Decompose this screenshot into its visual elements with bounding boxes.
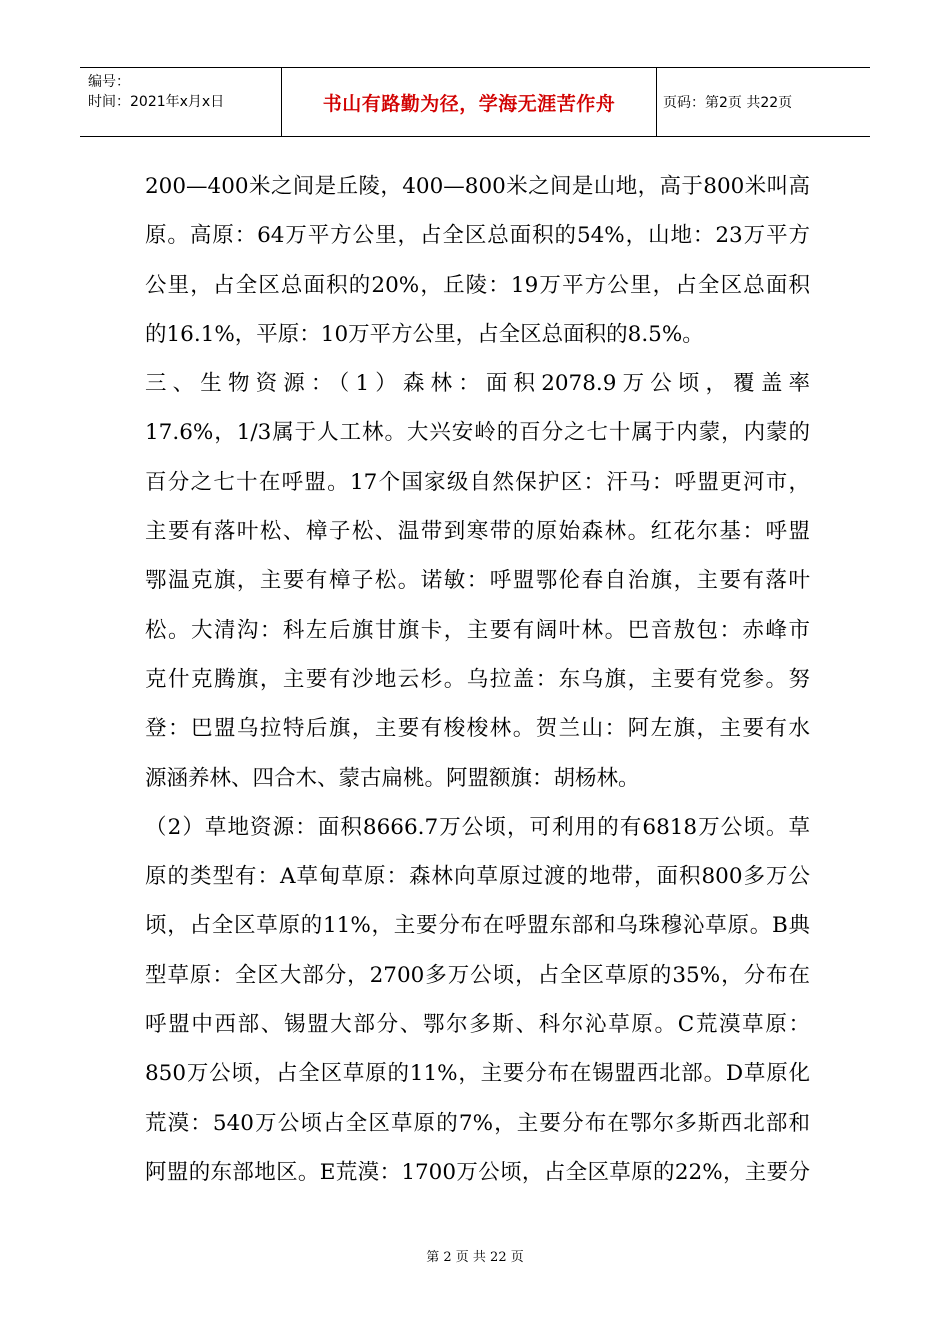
- time-label: 时间：2021年x月x日: [88, 94, 225, 110]
- header-motto: 书山有路勤为径，学海无涯苦作舟: [282, 68, 657, 136]
- body-line: （2）草地资源：面积8666.7万公顷，可利用的有6818万公顷。草: [145, 814, 810, 840]
- body-line: 呼盟中西部、锡盟大部分、鄂尔多斯、科尔沁草原。C荒漠草原：: [145, 1012, 810, 1038]
- header-meta: [80, 68, 282, 136]
- body-line: 登：巴盟乌拉特后旗，主要有梭梭林。贺兰山：阿左旗，主要有水: [145, 716, 810, 742]
- page-header: [80, 67, 870, 137]
- body-line: 主要有落叶松、樟子松、温带到寒带的原始森林。红花尔基：呼盟: [145, 519, 810, 545]
- body-line: 顷，占全区草原的11%，主要分布在呼盟东部和乌珠穆沁草原。B典: [145, 913, 810, 939]
- body-line: 17.6%，1/3属于人工林。大兴安岭的百分之七十属于内蒙，内蒙的: [145, 420, 810, 446]
- body-line: 源涵养林、四合木、蒙古扁桃。阿盟额旗：胡杨林。: [145, 765, 640, 791]
- header-page-info: 页码：第2页 共22页: [663, 95, 793, 111]
- body-line: 克什克腾旗，主要有沙地云杉。乌拉盖：东乌旗，主要有党参。努: [145, 666, 810, 692]
- body-line: 原的类型有：A草甸草原：森林向草原过渡的地带，面积800多万公: [145, 864, 810, 890]
- body-line: 鄂温克旗，主要有樟子松。诺敏：呼盟鄂伦春自治旗，主要有落叶: [145, 568, 810, 594]
- body-line: 原。高原：64万平方公里，占全区总面积的54%，山地：23万平方: [145, 223, 810, 249]
- document-body: [145, 162, 810, 1197]
- number-label: 编号：: [88, 74, 130, 90]
- body-line: 松。大清沟：科左后旗甘旗卡，主要有阔叶林。巴音敖包：赤峰市: [145, 617, 810, 643]
- body-line: 荒漠：540万公顷占全区草原的7%，主要分布在鄂尔多斯西北部和: [145, 1110, 810, 1136]
- body-line: 的16.1%，平原：10万平方公里，占全区总面积的8.5%。: [145, 321, 704, 347]
- body-line: 公里，占全区总面积的20%，丘陵：19万平方公里，占全区总面积: [145, 272, 810, 298]
- body-line: 200—400米之间是丘陵，400—800米之间是山地，高于800米叫高: [145, 174, 810, 199]
- body-line: 三、生物资源：（1）森林：面积2078.9万公顷，覆盖率: [145, 371, 810, 397]
- body-line: 百分之七十在呼盟。17个国家级自然保护区：汗马：呼盟更河市，: [145, 469, 810, 495]
- body-line: 阿盟的东部地区。E荒漠：1700万公顷，占全区草原的22%，主要分: [145, 1159, 810, 1185]
- body-line: 850万公顷，占全区草原的11%，主要分布在锡盟西北部。D草原化: [145, 1061, 810, 1087]
- body-line: 型草原：全区大部分，2700多万公顷，占全区草原的35%，分布在: [145, 962, 810, 988]
- page-footer: 第 2 页 共 22 页: [426, 1250, 524, 1265]
